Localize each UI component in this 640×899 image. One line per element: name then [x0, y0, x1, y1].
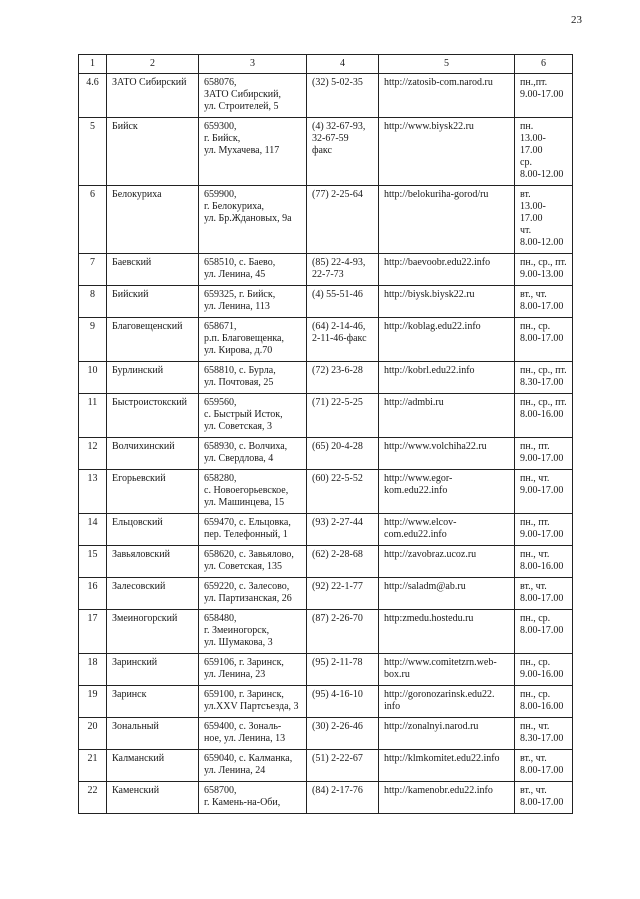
phone-cell: (87) 2-26-70 — [307, 610, 379, 654]
address-cell: 658480, г. Змеиногорск, ул. Шумакова, 3 — [199, 610, 307, 654]
column-header: 5 — [379, 55, 515, 74]
district-name-cell: Змеиногорский — [107, 610, 199, 654]
table-row — [79, 438, 573, 470]
address-cell: 658280, с. Новоегорьевское, ул. Машинцева, 15 — [199, 470, 307, 514]
row-number-cell: 15 — [79, 546, 107, 578]
row-number-cell: 16 — [79, 578, 107, 610]
table-header-row — [79, 55, 573, 74]
district-name-cell: Бийский — [107, 286, 199, 318]
website-cell: http://baevoobr.edu22.info — [379, 254, 515, 286]
hours-cell: вт. 13.00-17.00 чт. 8.00-12.00 — [515, 186, 573, 254]
district-name-cell: Зональный — [107, 718, 199, 750]
table-row — [79, 74, 573, 118]
phone-cell: (65) 20-4-28 — [307, 438, 379, 470]
row-number-cell: 11 — [79, 394, 107, 438]
page-number: 23 — [571, 14, 582, 26]
district-name-cell: Бурлинский — [107, 362, 199, 394]
address-cell: 659900, г. Белокуриха, ул. Бр.Ждановых, 9а — [199, 186, 307, 254]
hours-cell: пн., пт. 9.00-17.00 — [515, 514, 573, 546]
address-cell: 659106, г. Заринск, ул. Ленина, 23 — [199, 654, 307, 686]
hours-cell: вт., чт. 8.00-17.00 — [515, 578, 573, 610]
district-name-cell: Заринский — [107, 654, 199, 686]
hours-cell: пн., ср., пт. 8.30-17.00 — [515, 362, 573, 394]
district-name-cell: Калманский — [107, 750, 199, 782]
district-name-cell: ЗАТО Сибирский — [107, 74, 199, 118]
phone-cell: (32) 5-02-35 — [307, 74, 379, 118]
hours-cell: пн., ср. 8.00-16.00 — [515, 686, 573, 718]
district-name-cell: Бийск — [107, 118, 199, 186]
website-cell: http://www.egor- kom.edu22.info — [379, 470, 515, 514]
phone-cell: (72) 23-6-28 — [307, 362, 379, 394]
row-number-cell: 18 — [79, 654, 107, 686]
district-name-cell: Белокуриха — [107, 186, 199, 254]
phone-cell: (51) 2-22-67 — [307, 750, 379, 782]
row-number-cell: 22 — [79, 782, 107, 814]
row-number-cell: 4.6 — [79, 74, 107, 118]
address-cell: 659300, г. Бийск, ул. Мухачева, 117 — [199, 118, 307, 186]
hours-cell: пн., чт. 8.00-16.00 — [515, 546, 573, 578]
phone-cell: (71) 22-5-25 — [307, 394, 379, 438]
table-row — [79, 610, 573, 654]
row-number-cell: 7 — [79, 254, 107, 286]
table-row — [79, 286, 573, 318]
column-header: 2 — [107, 55, 199, 74]
phone-cell: (95) 4-16-10 — [307, 686, 379, 718]
website-cell: http://www.elcov- com.edu22.info — [379, 514, 515, 546]
phone-cell: (4) 32-67-93, 32-67-59 факс — [307, 118, 379, 186]
table-row — [79, 470, 573, 514]
table-row — [79, 578, 573, 610]
district-name-cell: Каменский — [107, 782, 199, 814]
hours-cell: пн.,пт. 9.00-17.00 — [515, 74, 573, 118]
table-row — [79, 254, 573, 286]
phone-cell: (77) 2-25-64 — [307, 186, 379, 254]
website-cell: http://kobrl.edu22.info — [379, 362, 515, 394]
district-name-cell: Волчихинский — [107, 438, 199, 470]
table-row — [79, 394, 573, 438]
website-cell: http://koblag.edu22.info — [379, 318, 515, 362]
district-name-cell: Егорьевский — [107, 470, 199, 514]
district-name-cell: Залесовский — [107, 578, 199, 610]
hours-cell: пн., пт. 9.00-17.00 — [515, 438, 573, 470]
table-row — [79, 514, 573, 546]
table-row — [79, 118, 573, 186]
hours-cell: пн., ср. 8.00-17.00 — [515, 610, 573, 654]
address-cell: 658930, с. Волчиха, ул. Свердлова, 4 — [199, 438, 307, 470]
address-cell: 659220, с. Залесово, ул. Партизанская, 26 — [199, 578, 307, 610]
row-number-cell: 6 — [79, 186, 107, 254]
district-name-cell: Заринск — [107, 686, 199, 718]
website-cell: http://admbi.ru — [379, 394, 515, 438]
address-cell: 658076, ЗАТО Сибирский, ул. Строителей, 5 — [199, 74, 307, 118]
website-cell: http://zatosib-com.narod.ru — [379, 74, 515, 118]
phone-cell: (95) 2-11-78 — [307, 654, 379, 686]
column-header: 6 — [515, 55, 573, 74]
website-cell: http://belokuriha-gorod/ru — [379, 186, 515, 254]
address-cell: 659470, с. Ельцовка, пер. Телефонный, 1 — [199, 514, 307, 546]
phone-cell: (64) 2-14-46, 2-11-46-факс — [307, 318, 379, 362]
phone-cell: (84) 2-17-76 — [307, 782, 379, 814]
table-row — [79, 546, 573, 578]
website-cell: http://www.biysk22.ru — [379, 118, 515, 186]
hours-cell: пн., ср. 8.00-17.00 — [515, 318, 573, 362]
hours-cell: вт., чт. 8.00-17.00 — [515, 286, 573, 318]
address-cell: 659400, с. Зональ- ное, ул. Ленина, 13 — [199, 718, 307, 750]
district-name-cell: Ельцовский — [107, 514, 199, 546]
website-cell: http://klmkomitet.edu22.info — [379, 750, 515, 782]
website-cell: http://www.comitetzrn.web- box.ru — [379, 654, 515, 686]
row-number-cell: 19 — [79, 686, 107, 718]
address-cell: 658510, с. Баево, ул. Ленина, 45 — [199, 254, 307, 286]
phone-cell: (4) 55-51-46 — [307, 286, 379, 318]
column-header: 1 — [79, 55, 107, 74]
website-cell: http:zmedu.hostedu.ru — [379, 610, 515, 654]
website-cell: http://zavobraz.ucoz.ru — [379, 546, 515, 578]
contacts-table — [78, 54, 573, 814]
row-number-cell: 10 — [79, 362, 107, 394]
row-number-cell: 21 — [79, 750, 107, 782]
hours-cell: пн., ср., пт. 8.00-16.00 — [515, 394, 573, 438]
address-cell: 659560, с. Быстрый Исток, ул. Советская, 3 — [199, 394, 307, 438]
website-cell: http://saladm@ab.ru — [379, 578, 515, 610]
table-row — [79, 750, 573, 782]
district-name-cell: Быстроистокский — [107, 394, 199, 438]
address-cell: 658671, р.п. Благовещенка, ул. Кирова, д.70 — [199, 318, 307, 362]
address-cell: 659325, г. Бийск, ул. Ленина, 113 — [199, 286, 307, 318]
row-number-cell: 13 — [79, 470, 107, 514]
phone-cell: (60) 22-5-52 — [307, 470, 379, 514]
district-name-cell: Завьяловский — [107, 546, 199, 578]
table-row — [79, 718, 573, 750]
row-number-cell: 12 — [79, 438, 107, 470]
row-number-cell: 17 — [79, 610, 107, 654]
address-cell: 659100, г. Заринск, ул.XXV Партсъезда, 3 — [199, 686, 307, 718]
website-cell: http://goronozarinsk.edu22. info — [379, 686, 515, 718]
address-cell: 659040, с. Калманка, ул. Ленина, 24 — [199, 750, 307, 782]
row-number-cell: 8 — [79, 286, 107, 318]
district-name-cell: Благовещенский — [107, 318, 199, 362]
address-cell: 658810, с. Бурла, ул. Почтовая, 25 — [199, 362, 307, 394]
hours-cell: вт., чт. 8.00-17.00 — [515, 782, 573, 814]
hours-cell: пн., чт. 8.30-17.00 — [515, 718, 573, 750]
hours-cell: пн. 13.00-17.00 ср. 8.00-12.00 — [515, 118, 573, 186]
phone-cell: (93) 2-27-44 — [307, 514, 379, 546]
table-row — [79, 686, 573, 718]
website-cell: http://zonalnyi.narod.ru — [379, 718, 515, 750]
hours-cell: пн., ср., пт. 9.00-13.00 — [515, 254, 573, 286]
column-header: 4 — [307, 55, 379, 74]
table-row — [79, 654, 573, 686]
row-number-cell: 5 — [79, 118, 107, 186]
column-header: 3 — [199, 55, 307, 74]
table-row — [79, 186, 573, 254]
address-cell: 658700, г. Камень-на-Оби, — [199, 782, 307, 814]
phone-cell: (62) 2-28-68 — [307, 546, 379, 578]
address-cell: 658620, с. Завьялово, ул. Советская, 135 — [199, 546, 307, 578]
phone-cell: (85) 22-4-93, 22-7-73 — [307, 254, 379, 286]
website-cell: http://biysk.biysk22.ru — [379, 286, 515, 318]
phone-cell: (30) 2-26-46 — [307, 718, 379, 750]
table-row — [79, 318, 573, 362]
website-cell: http://www.volchiha22.ru — [379, 438, 515, 470]
phone-cell: (92) 22-1-77 — [307, 578, 379, 610]
hours-cell: вт., чт. 8.00-17.00 — [515, 750, 573, 782]
table-row — [79, 782, 573, 814]
row-number-cell: 9 — [79, 318, 107, 362]
row-number-cell: 20 — [79, 718, 107, 750]
row-number-cell: 14 — [79, 514, 107, 546]
district-name-cell: Баевский — [107, 254, 199, 286]
website-cell: http://kamenobr.edu22.info — [379, 782, 515, 814]
hours-cell: пн., чт. 9.00-17.00 — [515, 470, 573, 514]
hours-cell: пн., ср. 9.00-16.00 — [515, 654, 573, 686]
table-row — [79, 362, 573, 394]
